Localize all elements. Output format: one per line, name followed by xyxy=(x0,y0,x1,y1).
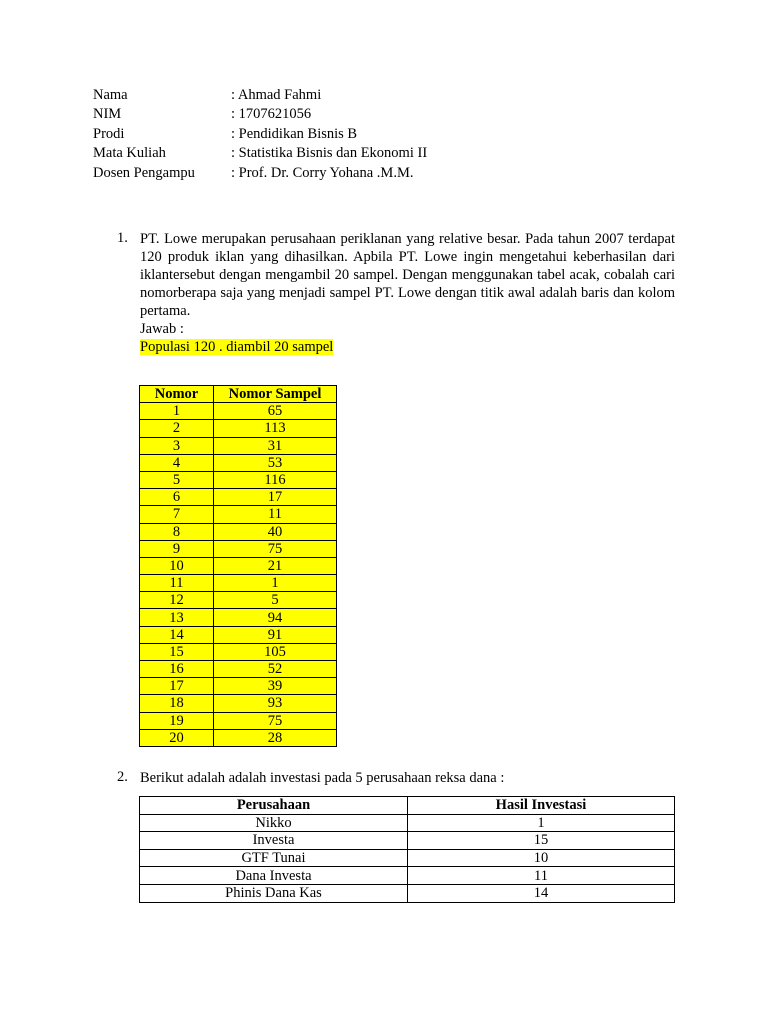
column-header: Perusahaan xyxy=(140,797,408,815)
table-cell: 12 xyxy=(140,592,214,609)
table-cell: 91 xyxy=(214,626,337,643)
table-cell: GTF Tunai xyxy=(140,849,408,867)
table-row xyxy=(140,437,337,454)
table-cell: 1 xyxy=(408,814,675,832)
table-row xyxy=(140,849,675,867)
table-cell: 14 xyxy=(408,884,675,902)
table-cell: 19 xyxy=(140,712,214,729)
table-cell: 3 xyxy=(140,437,214,454)
table-cell: 21 xyxy=(214,557,337,574)
investment-table xyxy=(139,796,675,903)
table-cell: 113 xyxy=(214,420,337,437)
table-row xyxy=(140,884,675,902)
table-cell: 15 xyxy=(408,832,675,850)
table-cell: 75 xyxy=(214,712,337,729)
table-row xyxy=(140,867,675,885)
identity-label: Nama xyxy=(93,87,128,103)
table-cell: 17 xyxy=(140,678,214,695)
table-row xyxy=(140,626,337,643)
table-cell: 31 xyxy=(214,437,337,454)
question-text: Berikut adalah adalah investasi pada 5 perusahaan reksa dana : xyxy=(140,770,505,786)
table-row xyxy=(140,471,337,488)
table-row xyxy=(140,678,337,695)
table-row xyxy=(140,712,337,729)
question-number: 2. xyxy=(117,769,128,785)
identity-label: Dosen Pengampu xyxy=(93,164,195,181)
table-row xyxy=(140,832,675,850)
table-row xyxy=(140,403,337,420)
identity-label: NIM xyxy=(93,106,122,123)
identity-value: : 1707621056 xyxy=(231,106,312,123)
highlight-text: Populasi 120 . diambil 20 sampel xyxy=(140,339,334,355)
identity-value: : Prof. Dr. Corry Yohana .M.M. xyxy=(231,164,414,181)
question-body xyxy=(140,769,675,787)
table-cell: 53 xyxy=(214,454,337,471)
table-cell: 5 xyxy=(140,471,214,488)
table-cell: 9 xyxy=(140,540,214,557)
table-cell: 11 xyxy=(214,506,337,523)
table-cell: 1 xyxy=(140,403,214,420)
answer-label: Jawab : xyxy=(140,321,184,337)
table-row xyxy=(140,420,337,437)
question-text: PT. Lowe merupakan perusahaan periklanan yang relative besar. Pada tahun 2007 terdapat 120 produk iklan yang dihasilkan. Apbila PT. Lowe ingin mengetahui keberhasilan dari iklantersebut dengan mengambil 20 sampel. Dengan menggunakan tabel acak, cobalah cari nomorberapa saja yang menjadi sampel PT. Lowe dengan titik awal adalah baris dan kolom pertama. xyxy=(140,231,675,319)
identity-value: : Pendidikan Bisnis B xyxy=(231,125,358,142)
table-cell: 40 xyxy=(214,523,337,540)
table-header-row xyxy=(140,797,675,815)
identity-value: : Ahmad Fahmi xyxy=(231,87,322,103)
table-cell: 7 xyxy=(140,506,214,523)
table-row xyxy=(140,609,337,626)
table-cell: Dana Investa xyxy=(140,867,408,885)
table-row xyxy=(140,729,337,746)
table-cell: 16 xyxy=(140,661,214,678)
table-cell: 17 xyxy=(214,489,337,506)
table-cell: 11 xyxy=(140,575,214,592)
identity-label: Prodi xyxy=(93,125,125,142)
table-cell: 39 xyxy=(214,678,337,695)
column-header: Hasil Investasi xyxy=(408,797,675,815)
table-row xyxy=(140,661,337,678)
table-row xyxy=(140,506,337,523)
column-header: Nomor xyxy=(140,386,214,403)
table-row xyxy=(140,454,337,471)
table-cell: 8 xyxy=(140,523,214,540)
table-cell: 18 xyxy=(140,695,214,712)
highlighted-answer xyxy=(140,338,675,356)
table-row xyxy=(140,814,675,832)
table-cell: 1 xyxy=(214,575,337,592)
table-cell: 105 xyxy=(214,643,337,660)
table-row xyxy=(140,592,337,609)
sample-table-body xyxy=(140,403,337,747)
table-cell: 2 xyxy=(140,420,214,437)
table-cell: 11 xyxy=(408,867,675,885)
table-cell: 13 xyxy=(140,609,214,626)
table-row xyxy=(140,540,337,557)
sample-table xyxy=(139,385,337,747)
table-cell: Nikko xyxy=(140,814,408,832)
question-body xyxy=(140,230,675,356)
table-cell: 20 xyxy=(140,729,214,746)
table-cell: 5 xyxy=(214,592,337,609)
table-cell: 14 xyxy=(140,626,214,643)
table-row xyxy=(140,575,337,592)
identity-value: : Statistika Bisnis dan Ekonomi II xyxy=(231,145,428,162)
table-cell: 93 xyxy=(214,695,337,712)
identity-label: Mata Kuliah xyxy=(93,145,166,162)
table-cell: 116 xyxy=(214,471,337,488)
table-row xyxy=(140,695,337,712)
table-cell: 15 xyxy=(140,643,214,660)
table-header-row xyxy=(140,386,337,403)
table-row xyxy=(140,523,337,540)
table-cell: 75 xyxy=(214,540,337,557)
investment-table-body xyxy=(140,814,675,902)
table-cell: 94 xyxy=(214,609,337,626)
table-row xyxy=(140,557,337,574)
table-cell: Investa xyxy=(140,832,408,850)
table-cell: 10 xyxy=(408,849,675,867)
table-row xyxy=(140,489,337,506)
column-header: Nomor Sampel xyxy=(214,386,337,403)
table-cell: 28 xyxy=(214,729,337,746)
table-cell: 4 xyxy=(140,454,214,471)
table-cell: 65 xyxy=(214,403,337,420)
table-cell: 52 xyxy=(214,661,337,678)
table-cell: 6 xyxy=(140,489,214,506)
table-cell: 10 xyxy=(140,557,214,574)
question-number: 1. xyxy=(117,230,128,246)
table-cell: Phinis Dana Kas xyxy=(140,884,408,902)
table-row xyxy=(140,643,337,660)
